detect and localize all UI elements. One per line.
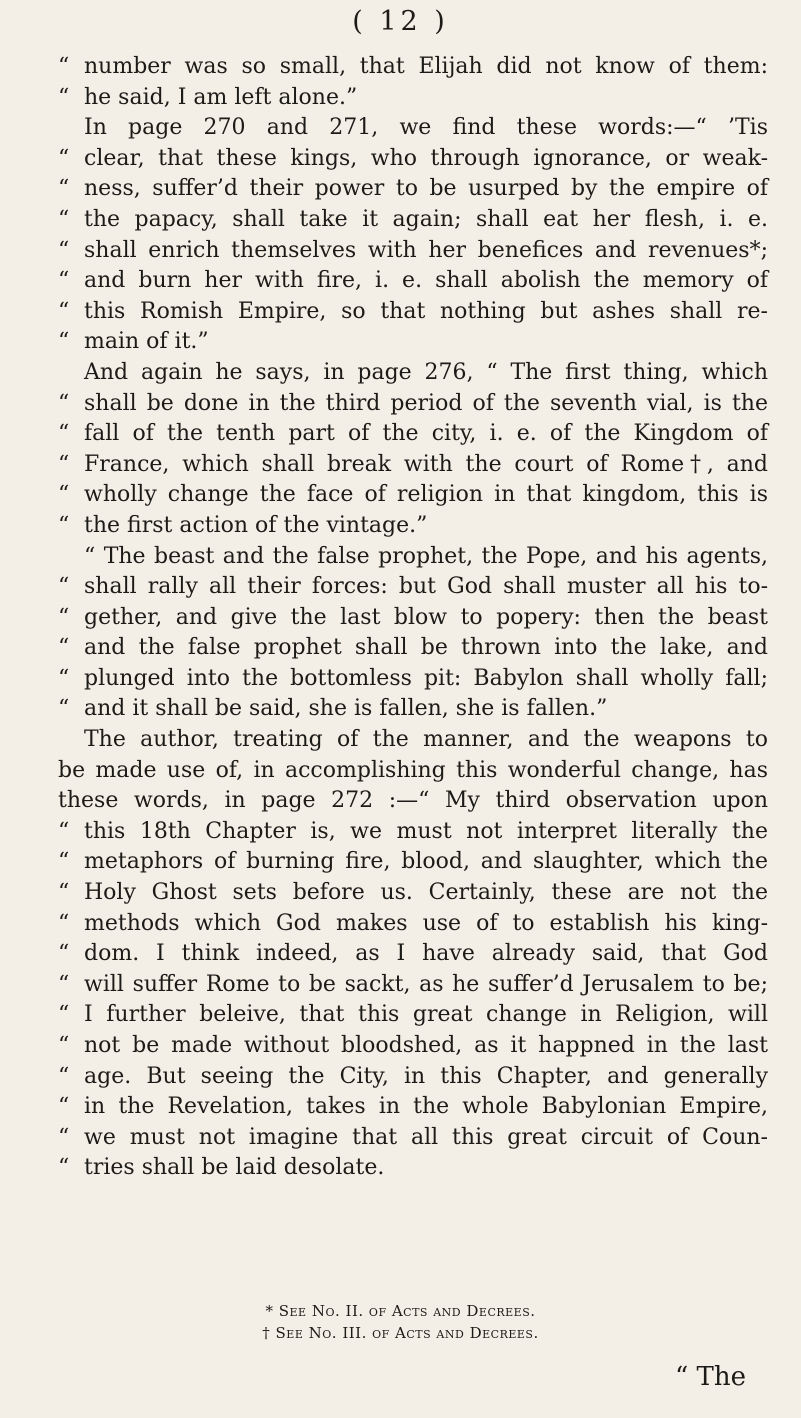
catchword: “ The <box>674 1362 746 1392</box>
text-line: “ wholly change the face of religion in that kingdom, this is <box>58 480 768 511</box>
footnote-1: * See No. II. of Acts and Decrees. <box>265 1302 536 1320</box>
text-line: “ France, which shall break with the court of Rome†, and <box>58 450 768 481</box>
text-line: “ shall rally all their forces: but God shall muster all his to- <box>58 572 768 603</box>
text-line: “ we must not imagine that all this great circuit of Coun- <box>58 1123 768 1154</box>
text-line: “ the papacy, shall take it again; shall eat her flesh, i. e. <box>58 205 768 236</box>
text-line: “ tries shall be laid desolate. <box>58 1153 768 1184</box>
text-line: The author, treating of the manner, and the weapons to <box>84 727 768 753</box>
text-line: “ Holy Ghost sets before us. Certainly, these are not the <box>58 878 768 909</box>
footnote-2: † See No. III. of Acts and Decrees. <box>262 1324 539 1342</box>
text-line: “ gether, and give the last blow to popery: then the beast <box>58 603 768 634</box>
text-line: be made use of, in accomplishing this wonderful change, has <box>58 757 768 783</box>
footnotes <box>0 1300 801 1344</box>
text-line: “ and burn her with fire, i. e. shall abolish the memory of <box>58 266 768 297</box>
text-line: “ the first action of the vintage.” <box>58 511 768 542</box>
text-line: “ clear, that these kings, who through ignorance, or weak- <box>58 144 768 175</box>
text-line: “ will suffer Rome to be sackt, as he suffer’d Jerusalem to be; <box>58 970 768 1001</box>
text-line: “ fall of the tenth part of the city, i. e. of the Kingdom of <box>58 419 768 450</box>
text-line: And again he says, in page 276, “ The first thing, which <box>84 359 768 385</box>
text-line: “ main of it.” <box>58 327 768 358</box>
text-line: In page 270 and 271, we find these words:—“ ’Tis <box>84 115 768 141</box>
text-line: “ I further beleive, that this great change in Religion, will <box>58 1000 768 1031</box>
text-line: “ not be made without bloodshed, as it happned in the last <box>58 1031 768 1062</box>
text-line: “ this Romish Empire, so that nothing but ashes shall re- <box>58 297 768 328</box>
text-line: “ he said, I am left alone.” <box>58 83 768 114</box>
text-line: “ in the Revelation, takes in the whole Babylonian Empire, <box>58 1092 768 1123</box>
text-line: “ this 18th Chapter is, we must not interpret literally the <box>58 817 768 848</box>
text-line: these words, in page 272 :—“ My third observation upon <box>58 788 768 814</box>
page-number: ( 12 ) <box>352 6 449 37</box>
text-line: “ and it shall be said, she is fallen, she is fallen.” <box>58 694 768 725</box>
text-line: “ metaphors of burning fire, blood, and slaughter, which the <box>58 847 768 878</box>
text-line: “ methods which God makes use of to establish his king- <box>58 909 768 940</box>
text-line: “ ness, suffer’d their power to be usurped by the empire of <box>58 174 768 205</box>
body-text <box>58 52 768 1184</box>
text-line: “ shall be done in the third period of the seventh vial, is the <box>58 389 768 420</box>
text-line: “ dom. I think indeed, as I have already said, that God <box>58 939 768 970</box>
text-line: “ shall enrich themselves with her benefices and revenues*; <box>58 236 768 267</box>
text-line: “ The beast and the false prophet, the Pope, and his agents, <box>84 543 768 569</box>
text-line: “ and the false prophet shall be thrown into the lake, and <box>58 633 768 664</box>
text-line: “ age. But seeing the City, in this Chapter, and generally <box>58 1062 768 1093</box>
text-line: “ number was so small, that Elijah did not know of them: <box>58 52 768 83</box>
text-line: “ plunged into the bottomless pit: Babylon shall wholly fall; <box>58 664 768 695</box>
